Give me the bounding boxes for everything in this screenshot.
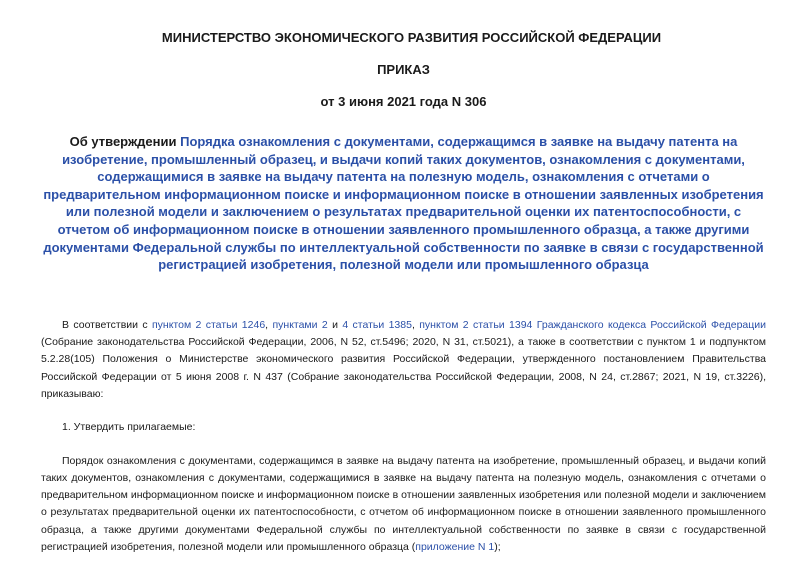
item-1-body-suffix: );	[494, 541, 501, 554]
link-civil-code[interactable]: Гражданского кодекса Российской Федерации	[536, 318, 767, 331]
preamble-text-1: В соответствии с	[62, 318, 152, 331]
preamble-text-4: ,	[411, 318, 420, 331]
subject-procedure-link[interactable]: Порядка ознакомления с документами, содержащимся в заявке на выдачу патента на изобретение, промышленный образец, и выдачи копий таких документов, ознакомления с документами, содержащимися в заявке на выдачу патента на полезную модель, ознакомления с отчетами о предварительном информационном поиске и информационном поиске в отношении заявленных изобретения или полезной модели и заключением о результатах предварительной оценки их патентоспособности, с отчетом об информационном поиске в отношении заявленного промышленного образца, а также другими документами Федеральной службы по интеллектуальной собственности по заявке в связи с государственной регистрацией изобретения, полезной модели или промышленного образца	[43, 134, 764, 273]
order-date-number: от 3 июня 2021 года N 306	[320, 94, 487, 109]
preamble-paragraph	[41, 317, 766, 403]
link-appendix-1[interactable]: приложение N 1	[415, 541, 495, 554]
item-1-body	[41, 453, 766, 557]
order-subject	[41, 133, 766, 274]
link-article-1385[interactable]: 4 статьи 1385	[342, 318, 412, 331]
item-1-heading: 1. Утвердить прилагаемые:	[62, 421, 196, 434]
link-article-1246[interactable]: пунктом 2 статьи 1246	[151, 318, 266, 331]
preamble-text-3: и	[327, 318, 343, 331]
ministry-heading: МИНИСТЕРСТВО ЭКОНОМИЧЕСКОГО РАЗВИТИЯ РОССИЙСКОЙ ФЕДЕРАЦИИ	[161, 30, 662, 45]
preamble-text-6: (Собрание законодательства Российской Федерации, 2006, N 52, ст.5496; 2020, N 31, ст.5021), а также в соответствии с пунктом 1 и подпунктом 5.2.28(105) Положения о Министерстве экономического развития Российской Федерации, утвержденного постановлением Правительства Российской Федерации от 5 июня 2008 г. N 437 (Собрание законодательства Российской Федерации, 2008, N 24, ст.2867; 2021, N 19, ст.3226), приказываю:	[41, 336, 766, 400]
link-article-1394[interactable]: пунктом 2 статьи 1394	[419, 318, 533, 331]
order-title: ПРИКАЗ	[377, 62, 430, 77]
link-points-2[interactable]: пунктами 2	[272, 318, 328, 331]
document	[41, 30, 766, 556]
preamble-text-2: ,	[265, 318, 273, 331]
item-1-body-text: Порядок ознакомления с документами, содержащимся в заявке на выдачу патента на изобретение, промышленный образец, и выдачи копий таких документов, ознакомления с документами, содержащимися в заявке на выдачу патента на полезную модель, ознакомления с отчетами о предварительном информационном поиске и информационном поиске в отношении заявленных изобретения или полезной модели и заключением о результатах предварительной оценки их патентоспособности, с отчетом об информационном поиске в отношении заявленного промышленного образца, а также другими документами Федеральной службы по интеллектуальной собственности по заявке в связи с государственной регистрацией изобретения, полезной модели или промышленного образца (	[41, 454, 766, 554]
subject-prefix: Об утверждении	[69, 134, 181, 149]
